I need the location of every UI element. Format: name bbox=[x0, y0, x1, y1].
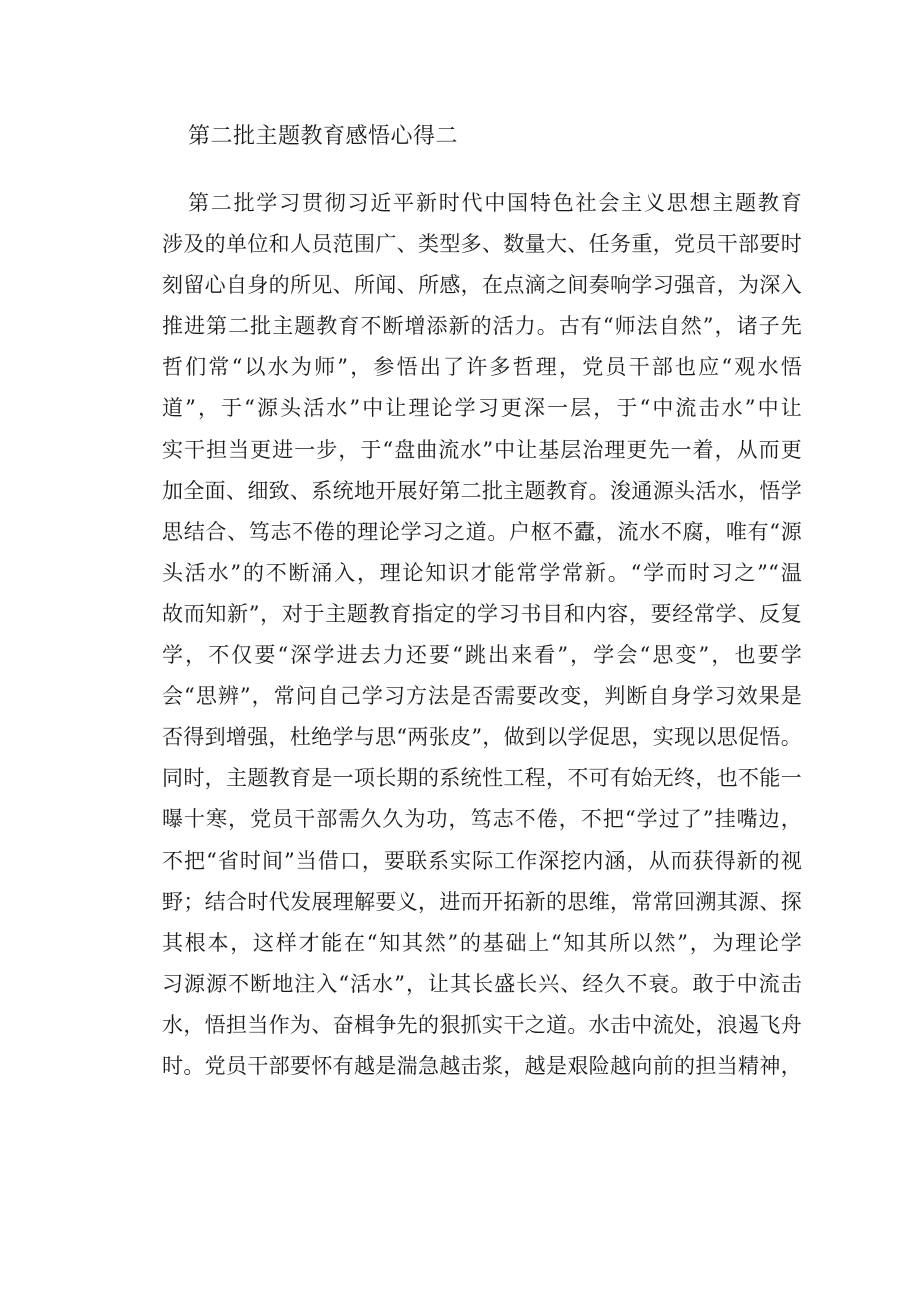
paragraph-line: 时。党员干部要怀有越是湍急越击浆，越是艰险越向前的担当精神， bbox=[162, 1053, 802, 1078]
paragraph-line: 哲们常“以水为师”，参悟出了许多哲理，党员干部也应“观水悟 bbox=[162, 355, 802, 380]
document-body bbox=[162, 183, 802, 1087]
paragraph-line: 推进第二批主题教育不断增添新的活力。古有“师法自然”，诸子先 bbox=[162, 314, 802, 339]
paragraph-line: 曝十寒，党员干部需久久为功，笃志不倦，不把“学过了”挂嘴边， bbox=[162, 807, 803, 832]
paragraph-line: 实干担当更进一步，于“盘曲流水”中让基层治理更先一着，从而更 bbox=[162, 437, 802, 462]
paragraph-line: 加全面、细致、系统地开展好第二批主题教育。浚通源头活水，悟学 bbox=[162, 478, 802, 503]
paragraph-line: 会“思辨”，常问自己学习方法是否需要改变，判断自身学习效果是 bbox=[162, 684, 802, 709]
paragraph-line: 不把“省时间”当借口，要联系实际工作深挖内涵，从而获得新的视 bbox=[162, 848, 802, 873]
paragraph-line: 水，悟担当作为、奋楫争先的狠抓实干之道。水击中流处，浪遏飞舟 bbox=[162, 1012, 802, 1037]
paragraph-line: 习源源不断地注入“活水”，让其长盛长兴、经久不衰。敢于中流击 bbox=[162, 971, 802, 996]
paragraph-line: 刻留心自身的所见、所闻、所感，在点滴之间奏响学习强音，为深入 bbox=[162, 273, 802, 298]
paragraph-line: 野；结合时代发展理解要义，进而开拓新的思维，常常回溯其源、探 bbox=[162, 889, 802, 914]
paragraph-line: 第二批学习贯彻习近平新时代中国特色社会主义思想主题教育 bbox=[188, 191, 802, 215]
paragraph-line: 思结合、笃志不倦的理论学习之道。户枢不蠹，流水不腐，唯有“源 bbox=[162, 519, 802, 544]
paragraph-line: 涉及的单位和人员范围广、类型多、数量大、任务重，党员干部要时 bbox=[162, 232, 802, 257]
paragraph-line: 同时，主题教育是一项长期的系统性工程，不可有始无终，也不能一 bbox=[162, 766, 802, 791]
paragraph-line: 否得到增强，杜绝学与思“两张皮”，做到以学促思，实现以思促悟。 bbox=[162, 725, 802, 750]
paragraph-line: 故而知新”，对于主题教育指定的学习书目和内容，要经常学、反复 bbox=[162, 601, 802, 626]
paragraph-line: 道”，于“源头活水”中让理论学习更深一层，于“中流击水”中让 bbox=[162, 396, 802, 421]
paragraph-line: 头活水”的不断涌入，理论知识才能常学常新。“学而时习之”“温 bbox=[162, 560, 802, 585]
document-title: 第二批主题教育感悟心得二 bbox=[188, 124, 459, 149]
paragraph-line: 学，不仅要“深学进去力还要“跳出来看”，学会“思变”，也要学 bbox=[162, 643, 802, 668]
paragraph-line: 其根本，这样才能在“知其然”的基础上“知其所以然”，为理论学 bbox=[162, 930, 802, 955]
